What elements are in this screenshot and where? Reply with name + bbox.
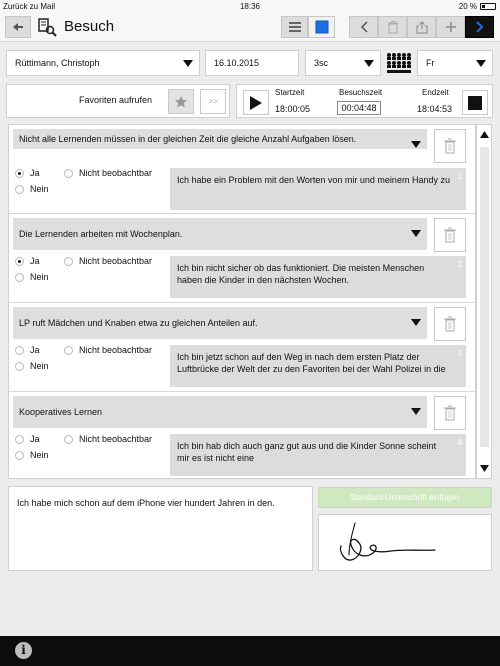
- students-grid-icon: [386, 52, 412, 74]
- next-button[interactable]: [465, 16, 494, 38]
- radio-nicht-beobachtbar[interactable]: Nicht beobachtbar: [64, 434, 152, 444]
- radio-ja[interactable]: Ja: [15, 256, 40, 266]
- radio-icon: [15, 346, 24, 355]
- list-view-button[interactable]: [281, 16, 308, 38]
- radio-icon: [15, 273, 24, 282]
- previous-button[interactable]: [349, 16, 378, 38]
- signature-drawing: [319, 515, 493, 572]
- menu-icon: [289, 22, 301, 32]
- note-number: 1: [457, 172, 462, 181]
- radio-selected-icon: [15, 169, 24, 178]
- note-text: Ich bin hab dich auch ganz gut aus und die Kinder Sonne scheint mir es ist nicht eine: [177, 441, 437, 463]
- criterion-select[interactable]: [13, 307, 427, 339]
- start-time-label: Startzeit: [275, 88, 305, 97]
- visit-time-label: Besuchszeit: [339, 88, 383, 97]
- delete-item-button[interactable]: [434, 218, 466, 252]
- subject-select[interactable]: [417, 50, 493, 76]
- back-button[interactable]: [5, 16, 31, 38]
- radio-nicht-beobachtbar[interactable]: Nicht beobachtbar: [64, 168, 152, 178]
- criterion-text: LP ruft Mädchen und Knaben etwa zu gleichen Anteilen auf.: [19, 318, 258, 328]
- insert-default-signature-button[interactable]: Standard-Unterschrift einfügen: [318, 487, 492, 508]
- criterion-text: Nicht alle Lernenden müssen in der gleichen Zeit die gleiche Anzahl Aufgaben lösen.: [19, 134, 357, 144]
- class-select-value: 3sc: [314, 58, 329, 68]
- radio-icon: [15, 435, 24, 444]
- trash-icon: [443, 316, 457, 332]
- detail-view-button[interactable]: [308, 16, 335, 38]
- dropdown-arrow-icon: [411, 141, 421, 148]
- stop-icon: [467, 95, 483, 111]
- criterion-select[interactable]: [13, 129, 427, 149]
- delete-item-button[interactable]: [434, 307, 466, 341]
- page-title: Besuch: [64, 18, 115, 35]
- radio-nein[interactable]: Nein: [15, 184, 49, 194]
- criterion-select[interactable]: [13, 396, 427, 428]
- start-button[interactable]: [243, 90, 269, 115]
- timer-panel: [236, 84, 493, 118]
- list-scrollbar[interactable]: [476, 124, 492, 479]
- favorites-panel: [6, 84, 230, 118]
- criterion-text: Die Lernenden arbeiten mit Wochenplan.: [19, 229, 183, 239]
- back-to-mail-link[interactable]: Zurück zu Mail: [3, 2, 56, 11]
- start-time-value: 18:00:05: [275, 104, 311, 114]
- note-number: 4: [457, 438, 462, 447]
- chevron-right-icon: [476, 21, 484, 33]
- trash-icon: [443, 227, 457, 243]
- dropdown-arrow-icon: [411, 230, 421, 237]
- delete-item-button[interactable]: [434, 129, 466, 163]
- end-time-value: 18:04:53: [417, 104, 453, 114]
- trash-icon: [443, 138, 457, 154]
- note-number: 2: [457, 260, 462, 269]
- note-text: Ich bin jetzt schon auf den Weg in nach dem ersten Platz der Luftbrücke der Welt der zu den Favoriten bei der Wahl Polizei in die: [177, 352, 446, 374]
- radio-ja[interactable]: Ja: [15, 434, 40, 444]
- radio-icon: [15, 185, 24, 194]
- signature-pad[interactable]: [318, 514, 492, 571]
- battery-percent: 20 %: [458, 2, 477, 11]
- visit-time-value: 00:04:48: [337, 101, 381, 115]
- delete-button[interactable]: [378, 16, 407, 38]
- radio-icon: [64, 435, 73, 444]
- add-button[interactable]: [436, 16, 465, 38]
- dropdown-arrow-icon: [183, 60, 193, 67]
- battery-icon: [480, 3, 496, 10]
- observation-item: [9, 125, 475, 214]
- delete-item-button[interactable]: [434, 396, 466, 430]
- end-time-label: Endzeit: [422, 88, 449, 97]
- plus-icon: [445, 21, 457, 33]
- scroll-down-icon[interactable]: [480, 465, 489, 472]
- arrow-left-icon: [12, 22, 24, 32]
- observation-note-field[interactable]: [170, 345, 466, 387]
- radio-selected-icon: [15, 257, 24, 266]
- radio-nein[interactable]: Nein: [15, 361, 49, 371]
- share-button[interactable]: [407, 16, 436, 38]
- dropdown-arrow-icon: [411, 408, 421, 415]
- date-value: 16.10.2015: [214, 58, 260, 68]
- square-icon: [315, 20, 329, 34]
- visit-search-icon: [37, 17, 57, 37]
- trash-icon: [387, 21, 399, 34]
- observation-note-field[interactable]: [170, 168, 466, 210]
- criterion-select[interactable]: [13, 218, 427, 250]
- radio-icon: [64, 169, 73, 178]
- scrollbar-thumb[interactable]: [480, 147, 489, 447]
- play-icon: [249, 95, 263, 111]
- radio-ja[interactable]: Ja: [15, 168, 40, 178]
- favorites-more-button[interactable]: >>: [200, 89, 226, 114]
- status-bar: [0, 0, 500, 13]
- favorites-label: Favoriten aufrufen: [79, 95, 153, 105]
- date-field[interactable]: [205, 50, 299, 76]
- info-icon[interactable]: i: [15, 642, 32, 659]
- scroll-up-icon[interactable]: [480, 131, 489, 138]
- radio-icon: [64, 346, 73, 355]
- radio-nicht-beobachtbar[interactable]: Nicht beobachtbar: [64, 345, 152, 355]
- radio-nein[interactable]: Nein: [15, 450, 49, 460]
- observation-item: [9, 303, 475, 392]
- person-select-value: Rüttimann, Christoph: [15, 58, 100, 68]
- bottom-toolbar: [0, 636, 500, 666]
- comment-field[interactable]: Ich habe mich schon auf dem iPhone vier hundert Jahren in den.: [8, 486, 313, 571]
- dropdown-arrow-icon: [411, 319, 421, 326]
- dropdown-arrow-icon: [476, 60, 486, 67]
- note-text: Ich habe ein Problem mit den Worten von mir und meinem Handy zu: [177, 175, 450, 185]
- class-grid-button[interactable]: [386, 52, 412, 74]
- radio-nein[interactable]: Nein: [15, 272, 49, 282]
- observation-note-field[interactable]: [170, 256, 466, 298]
- subject-select-value: Fr: [426, 58, 435, 68]
- chevron-left-icon: [360, 21, 368, 33]
- radio-ja[interactable]: Ja: [15, 345, 40, 355]
- status-time: 18:36: [239, 2, 261, 11]
- star-icon: [174, 95, 188, 109]
- radio-nicht-beobachtbar[interactable]: Nicht beobachtbar: [64, 256, 152, 266]
- person-select[interactable]: [6, 50, 200, 76]
- note-text: Ich bin nicht sicher ob das funktioniert. Die meisten Menschen haben die Kinder in den nächsten Wochen.: [177, 263, 425, 285]
- dropdown-arrow-icon: [364, 60, 374, 67]
- radio-icon: [15, 451, 24, 460]
- stop-button[interactable]: [462, 90, 488, 115]
- observation-item: [9, 214, 475, 303]
- share-icon: [416, 21, 428, 34]
- observation-item: [9, 392, 475, 479]
- navigation-bar: [0, 13, 500, 42]
- class-select[interactable]: [305, 50, 381, 76]
- favorite-star-button[interactable]: [168, 89, 194, 114]
- trash-icon: [443, 405, 457, 421]
- criterion-text: Kooperatives Lernen: [19, 407, 103, 417]
- observation-list: [8, 124, 476, 479]
- note-number: 3: [457, 349, 462, 358]
- observation-note-field[interactable]: [170, 434, 466, 476]
- radio-icon: [64, 257, 73, 266]
- radio-icon: [15, 362, 24, 371]
